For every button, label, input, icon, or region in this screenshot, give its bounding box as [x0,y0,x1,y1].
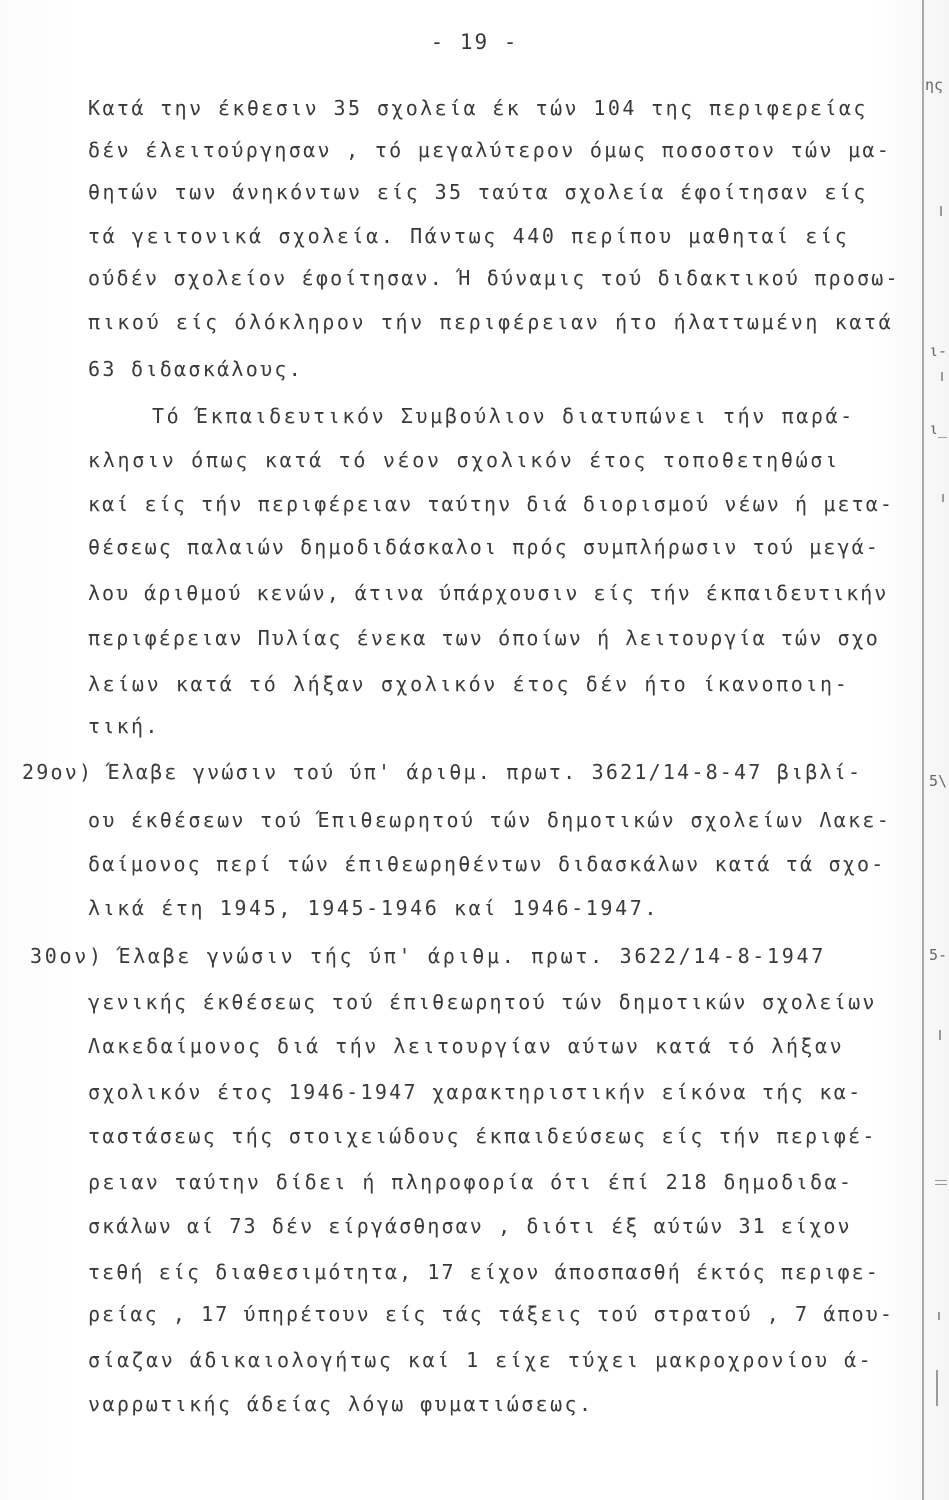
text-line: κλησιν όπως κατά τό νέον σχολικόν έτος τοποθετηθώσι [88,448,840,472]
scan-mark [942,494,944,502]
scan-mark [939,1030,941,1040]
text-line: Τό Έκπαιδευτικόν Συμβούλιον διατυπώνει τήν παρά- [152,404,855,428]
text-line: γενικής έκθέσεως τού έπιθεωρητού τών δημοτικών σχολείων [88,990,877,1014]
margin-mark: ι- [929,342,948,360]
text-line: ταστάσεως τής στοιχειώδους έκπαιδεύσεως είς τήν περιφέ- [88,1124,877,1148]
text-line: σχολικόν έτος 1946-1947 χαρακτηριστικήν είκόνα τής κα- [88,1080,863,1104]
margin-mark: 5- [929,946,948,964]
text-line: ρειαν ταύτην δίδει ή πληροφορία ότι έπί 218 δημοδιδα- [88,1170,854,1194]
text-line: ρείας , 17 ύπηρέτουν είς τάς τάξεις τού στρατού , 7 άπου- [88,1302,895,1326]
text-line: σκάλων αί 73 δέν είργάσθησαν , διότι έξ αύτών 31 είχον [88,1214,852,1238]
text-line: 63 διδασκάλους. [88,357,304,381]
text-line: θητών των άνηκόντων είς 35 ταύτα σχολεία έφοίτησαν είς [88,180,868,204]
page-number: - 19 - [430,30,519,54]
scan-mark [936,1370,938,1406]
text-line: τά γειτονικά σχολεία. Πάντως 440 περίπου μαθηταί είς [88,224,850,248]
text-line: Κατά την έκθεσιν 35 σχολεία έκ τών 104 της περιφερείας [88,96,868,120]
scan-mark [938,1312,940,1320]
text-line: λείων κατά τό λήξαν σχολικόν έτος δέν ήτο ίκανοποιη- [88,672,850,696]
text-line: καί είς τήν περιφέρειαν ταύτην διά διορισμού νέων ή μετα- [88,492,895,516]
scan-mark [940,206,942,216]
text-line: δαίμονος περί τών έπιθεωρηθέντων διδασκάλων κατά τά σχο- [88,852,886,876]
text-line: θέσεως παλαιών δημοδιδάσκαλοι πρός συμπλήρωσιν τού μεγά- [88,535,880,559]
margin-mark: ης [925,76,944,94]
text-line: ούδέν σχολείον έφοίτησαν. Ή δύναμις τού διδακτικού προσω- [88,266,900,290]
text-line: πικού είς όλόκληρον τήν περιφέρειαν ήτο ήλαττωμένη κατά [88,310,894,334]
margin-mark: ι_ [929,420,948,438]
scan-mark [935,1184,947,1185]
text-line: τεθή είς διαθεσιμότητα, 17 είχον άποσπασθή έκτός περιφε- [88,1260,880,1284]
text-line: λικά έτη 1945, 1945-1946 καί 1946-1947. [88,896,659,920]
text-line: τική. [88,714,160,738]
text-line: ναρρωτικής άδείας λόγω φυματιώσεως. [88,1392,594,1416]
text-line: λου άριθμού κενών, άτινα ύπάρχουσιν είς τήν έκπαιδευτικήν [88,581,889,605]
section-30-heading-line: 30ον) Έλαβε γνώσιν τής ύπ' άριθμ. πρωτ. 3622/14-8-1947 [30,944,827,968]
text-line: περιφέρειαν Πυλίας ένεκα των όποίων ή λειτουργία τών σχο [88,626,880,650]
scan-mark [935,1180,947,1181]
section-29-heading-line: 29ον) Έλαβε γνώσιν τού ύπ' άριθμ. πρωτ. 3621/14-8-47 βιβλί- [22,760,863,784]
text-line: σίαζαν άδικαιολογήτως καί 1 είχε τύχει μακροχρονίου ά- [88,1348,874,1372]
text-line: δέν έλειτούργησαν , τό μεγαλύτερον όμως ποσοστον τών μα- [88,138,892,162]
text-line: Λακεδαίμονος διά τήν λειτουργίαν αύτων κατά τό λήξαν [88,1034,845,1058]
page-edge-line [922,0,924,1500]
text-line: ου έκθέσεων τού Έπιθεωρητού τών δημοτικών σχολείων Λακε- [88,808,892,832]
margin-mark: 5\ [929,772,948,790]
scan-mark [941,372,943,381]
